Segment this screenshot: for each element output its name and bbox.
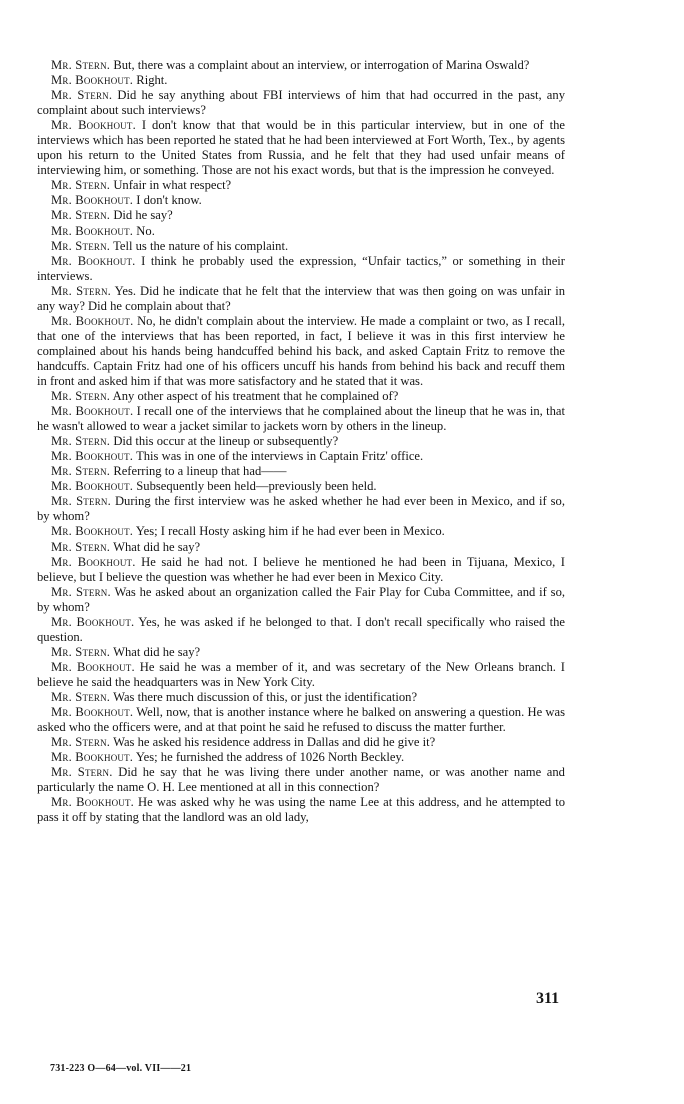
speaker-name: Mr. Stern. (51, 283, 112, 298)
transcript-paragraph (37, 735, 565, 750)
print-footer: 731-223 O—64—vol. VII——21 (50, 1063, 192, 1074)
speaker-name: Mr. Bookhout. (51, 705, 134, 720)
transcript-paragraph (37, 449, 565, 464)
transcript-paragraph (37, 494, 565, 524)
spoken-text: I don't know that that would be in this particular interview, but in one of the interviews which has been reported he stated that he had been interviewed at Fort Worth, Tex., by agents upon his return to the United States from Russia, and he felt that they had used unfair means of interviewing him, or something. Those are not his exact words, but that is the impression he conveyed. (37, 118, 566, 178)
transcript-paragraph (37, 239, 565, 254)
speaker-name: Mr. Stern. (51, 494, 111, 509)
speaker-name: Mr. Bookhout. (51, 118, 136, 133)
transcript-paragraph (37, 690, 565, 705)
spoken-text: Tell us the nature of his complaint. (113, 238, 289, 253)
spoken-text: Was he asked about an organization called the Fair Play for Cuba Committee, and if so, by whom? (37, 584, 566, 614)
speaker-name: Mr. Bookhout. (51, 554, 136, 569)
spoken-text: Well, now, that is another instance where he balked on answering a question. He was asked who the officers were, and at that point he said he refused to discuss the matter further. (37, 705, 566, 735)
speaker-name: Mr. Stern. (51, 88, 113, 103)
speaker-name: Mr. Stern. (51, 689, 111, 704)
spoken-text: This was in one of the interviews in Captain Fritz' office. (136, 449, 424, 464)
speaker-name: Mr. Stern. (51, 389, 111, 404)
speaker-name: Mr. Bookhout. (51, 614, 135, 629)
transcript-paragraph (37, 88, 565, 118)
spoken-text: Yes; he furnished the address of 1026 North Beckley. (135, 750, 405, 765)
spoken-text: Yes, he was asked if he belonged to that. I don't recall specifically who raised the question. (37, 614, 566, 644)
transcript-paragraph (37, 795, 565, 825)
page-number: 311 (536, 990, 560, 1007)
speaker-name: Mr. Stern. (51, 208, 111, 223)
speaker-name: Mr. Stern. (51, 539, 111, 554)
speaker-name: Mr. Stern. (51, 464, 111, 479)
spoken-text: He said he was a member of it, and was secretary of the New Orleans branch. I believe he said the headquarters was in New York City. (37, 659, 565, 689)
spoken-text: Did he say? (113, 208, 173, 223)
spoken-text: What did he say? (113, 644, 201, 659)
spoken-text: I recall one of the interviews that he complained about the lineup that he was in, that he wasn't allowed to wear a jacket similar to jackets worn by others in the lineup. (37, 404, 565, 434)
speaker-name: Mr. Bookhout. (51, 253, 136, 268)
transcript-paragraph (37, 615, 565, 645)
speaker-name: Mr. Stern. (51, 735, 111, 750)
transcript-paragraph (37, 479, 565, 494)
transcript-paragraph (37, 193, 565, 208)
transcript-paragraph (37, 73, 565, 88)
spoken-text: Did he say that he was living there under another name, or was another name and particularly the name O. H. Lee mentioned at all in this connection? (37, 765, 565, 795)
spoken-text: Yes. Did he indicate that he felt that the interview that was then going on was unfair in any way? Did he complain about that? (37, 283, 566, 313)
speaker-name: Mr. Stern. (51, 178, 111, 193)
transcript-paragraph (37, 524, 565, 539)
speaker-name: Mr. Bookhout. (51, 449, 134, 464)
speaker-name: Mr. Bookhout. (51, 73, 134, 88)
spoken-text: He was asked why he was using the name Lee at this address, and he attempted to pass it off by stating that the landlord was an old lady, (37, 795, 566, 825)
speaker-name: Mr. Stern. (51, 238, 111, 253)
transcript-paragraph (37, 705, 565, 735)
spoken-text: Was he asked his residence address in Dallas and did he give it? (113, 735, 436, 750)
speaker-name: Mr. Bookhout. (51, 750, 134, 765)
transcript-paragraph (37, 464, 565, 479)
spoken-text: No, he didn't complain about the interview. He made a complaint or two, as I recall, that one of the interviews that has been reported, in fact, I believe it was in this first interview he complained about his hands being handcuffed behind his back, and asked Captain Fritz to remove the handcuffs. Captain Fritz had one of his officers uncuff his hands from behind his back and recuff them in front and asked him if that was more satisfactory and he stated that it was. (37, 313, 566, 388)
speaker-name: Mr. Stern. (51, 58, 111, 72)
transcript-paragraph (37, 660, 565, 690)
spoken-text: I don't know. (136, 193, 202, 208)
transcript-paragraph (37, 314, 565, 389)
spoken-text: No. (136, 223, 155, 238)
transcript-paragraph (37, 404, 565, 434)
spoken-text: But, there was a complaint about an interview, or interrogation of Marina Oswald? (113, 58, 530, 72)
transcript-paragraph (37, 178, 565, 193)
transcript-paragraph (37, 118, 565, 178)
speaker-name: Mr. Stern. (51, 644, 111, 659)
transcript-paragraph (37, 434, 565, 449)
transcript-paragraph (37, 284, 565, 314)
speaker-name: Mr. Bookhout. (51, 479, 134, 494)
transcript-paragraph (37, 750, 565, 765)
spoken-text: Subsequently been held—previously been held. (136, 479, 377, 494)
transcript-paragraph (37, 585, 565, 615)
transcript-paragraph (37, 555, 565, 585)
speaker-name: Mr. Bookhout. (51, 223, 134, 238)
speaker-name: Mr. Bookhout. (51, 795, 135, 810)
speaker-name: Mr. Stern. (51, 765, 113, 780)
transcript-paragraph (37, 224, 565, 239)
speaker-name: Mr. Bookhout. (51, 193, 134, 208)
transcript-paragraph (37, 645, 565, 660)
speaker-name: Mr. Bookhout. (51, 404, 134, 419)
spoken-text: During the first interview was he asked whether he had ever been in Mexico, and if so, by whom? (37, 494, 565, 524)
spoken-text: What did he say? (113, 539, 201, 554)
transcript-paragraph (37, 58, 565, 73)
transcript-paragraph (37, 389, 565, 404)
transcript-body (37, 58, 565, 825)
spoken-text: Did he say anything about FBI interviews of him that had occurred in the past, any complaint about such interviews? (37, 88, 565, 118)
speaker-name: Mr. Bookhout. (51, 524, 134, 539)
spoken-text: Was there much discussion of this, or just the identification? (113, 689, 418, 704)
speaker-name: Mr. Bookhout. (51, 313, 134, 328)
transcript-paragraph (37, 765, 565, 795)
speaker-name: Mr. Bookhout. (51, 659, 135, 674)
spoken-text: Referring to a lineup that had—— (113, 464, 287, 479)
spoken-text: He said he had not. I believe he mentioned he had been in Tijuana, Mexico, I believe, but I believe the question was whether he had ever been in Mexico City. (37, 554, 566, 584)
spoken-text: Any other aspect of his treatment that he complained of? (112, 389, 399, 404)
spoken-text: Did this occur at the lineup or subsequently? (113, 434, 339, 449)
spoken-text: Right. (136, 73, 168, 88)
spoken-text: Yes; I recall Hosty asking him if he had ever been in Mexico. (135, 524, 445, 539)
speaker-name: Mr. Stern. (51, 434, 111, 449)
transcript-paragraph (37, 208, 565, 223)
spoken-text: Unfair in what respect? (113, 178, 232, 193)
transcript-paragraph (37, 254, 565, 284)
speaker-name: Mr. Stern. (51, 584, 111, 599)
transcript-paragraph (37, 540, 565, 555)
spoken-text: I think he probably used the expression, “Unfair tactics,” or something in their interviews. (37, 253, 566, 283)
